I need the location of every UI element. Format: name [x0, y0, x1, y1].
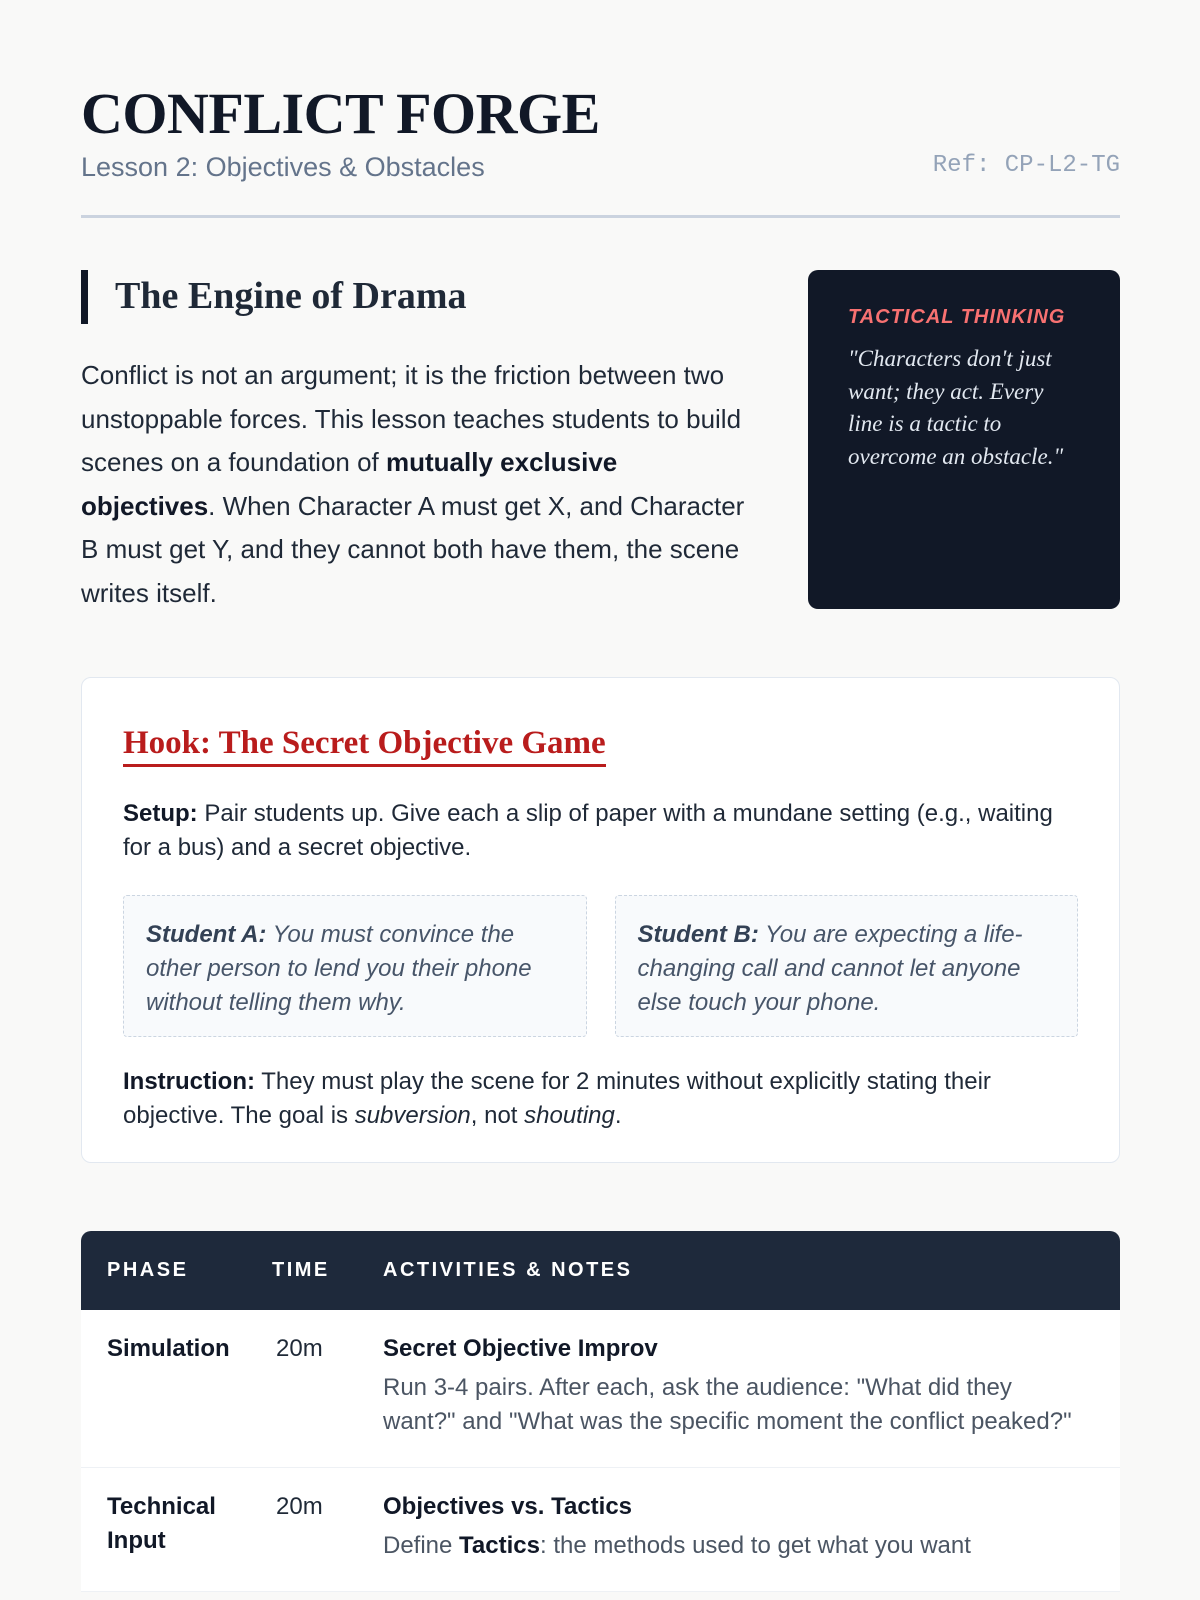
- instruction-label: Instruction:: [123, 1068, 255, 1095]
- hook-setup: [123, 797, 1078, 865]
- page-subtitle: Lesson 2: Objectives & Obstacles: [81, 151, 485, 182]
- section-heading: The Engine of Drama: [81, 270, 751, 324]
- instruction-text: .: [614, 1102, 622, 1129]
- reference-code: Ref: CP-L2-TG: [932, 152, 1120, 179]
- instruction-text: , not: [470, 1102, 525, 1129]
- instruction-text: They must play the scene for 2 minutes without explicitly stating their objective. The goal is: [123, 1068, 991, 1129]
- intro-text-part: . When Character A must get X, and Character B must get Y, and they cannot both have them, the scene writes itself.: [81, 490, 745, 608]
- activity-title: Objectives vs. Tactics: [383, 1493, 633, 1520]
- cell-time: 20m: [276, 1335, 323, 1362]
- activity-title: Secret Objective Improv: [383, 1335, 658, 1362]
- lesson-plan-table: [81, 1231, 1120, 1592]
- note-text: : the methods used to get what you want: [539, 1532, 971, 1559]
- hook-instruction: [123, 1065, 1078, 1133]
- intro-content: [81, 270, 751, 615]
- page-title: CONFLICT FORGE: [81, 81, 600, 146]
- hook-activity-card: [81, 677, 1120, 1163]
- student-objectives: [123, 895, 1078, 1037]
- cell-phase: Simulation: [107, 1335, 230, 1362]
- intro-emphasis: mutually exclusive objectives: [81, 447, 618, 521]
- cell-phase: Technical Input: [107, 1493, 216, 1554]
- callout-quote: "Characters don't just want; they act. Every line is a tactic to overcome an obstacle.": [848, 346, 1064, 469]
- student-b-label: Student B:: [637, 921, 759, 948]
- setup-text: Pair students up. Give each a slip of paper with a mundane setting (e.g., waiting for a bus) and a secret objective.: [123, 800, 1053, 861]
- intro-text-part: Conflict is not an argument; it is the friction between two unstoppable forces. This lesson teaches students to build scenes on a foundation of: [81, 360, 742, 477]
- student-a-card: [123, 895, 587, 1037]
- column-header-activities: ACTIVITIES & NOTES: [383, 1259, 633, 1281]
- intro-section: [81, 270, 1120, 668]
- student-b-text: You are expecting a life-changing call and cannot let anyone else touch your phone.: [637, 921, 1023, 1016]
- page-header: [81, 0, 1120, 218]
- cell-time: 20m: [276, 1493, 323, 1520]
- table-row: [81, 1310, 1120, 1468]
- note-emphasis: Tactics: [459, 1532, 540, 1559]
- setup-label: Setup:: [123, 800, 198, 827]
- instruction-emphasis: shouting: [524, 1102, 615, 1129]
- callout-label: TACTICAL THINKING: [848, 306, 1066, 328]
- student-a-text: You must convince the other person to lend you their phone without telling them why.: [146, 921, 532, 1016]
- cell-activity: [383, 1332, 1120, 1439]
- intro-paragraph: [81, 354, 751, 615]
- student-a-label: Student A:: [146, 921, 267, 948]
- activity-note: Run 3-4 pairs. After each, ask the audience: "What did they want?" and "What was the specific moment the conflict peaked?": [383, 1374, 1072, 1435]
- column-header-phase: PHASE: [107, 1259, 189, 1281]
- instruction-emphasis: subversion: [354, 1102, 471, 1129]
- table-header: [81, 1231, 1120, 1310]
- cell-activity: [383, 1490, 1120, 1563]
- hook-title: Hook: The Secret Objective Game: [123, 724, 606, 767]
- activity-note: [383, 1529, 1120, 1563]
- student-b-card: [615, 895, 1079, 1037]
- lesson-page: [81, 0, 1120, 1559]
- table-row: [81, 1468, 1120, 1592]
- note-text: Define: [383, 1532, 460, 1559]
- column-header-time: TIME: [272, 1259, 330, 1281]
- tactical-thinking-callout: [808, 270, 1120, 609]
